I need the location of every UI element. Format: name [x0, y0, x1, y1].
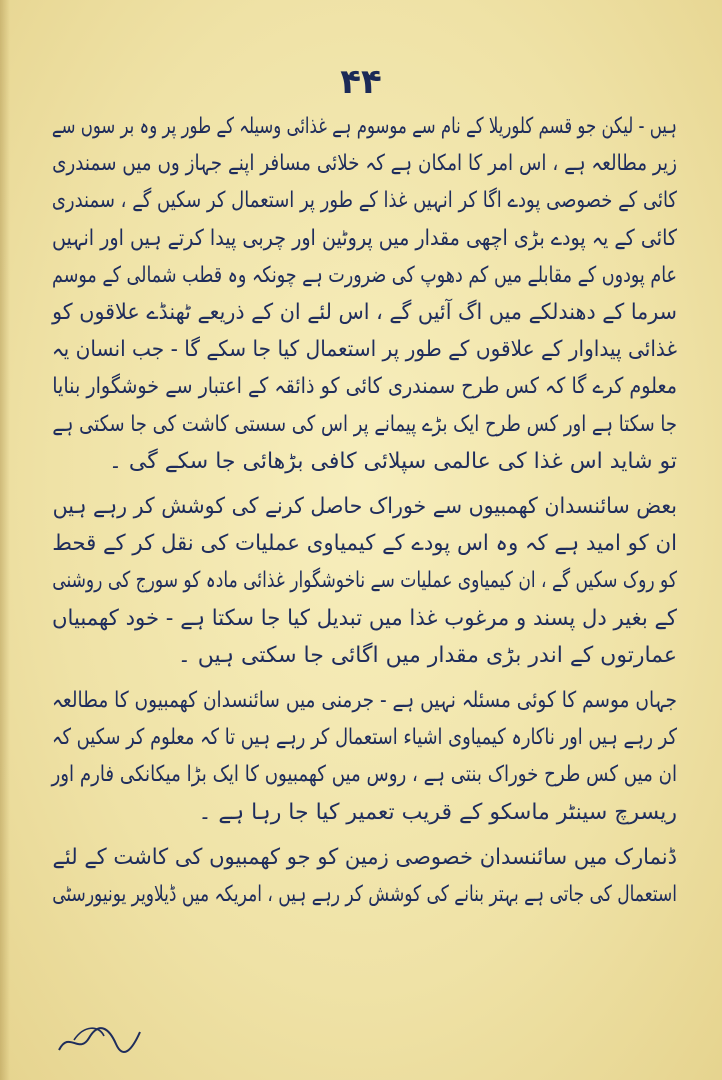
- text-line: ان میں کس طرح خوراک بنتی ہے ، روس میں کھمبیوں کا ایک بڑا میکانکی فارم اور: [51, 762, 677, 788]
- text-line: استعمال کی جاتی ہے بہتر بنانے کی کوشش کر رہے ہیں ، امریکہ میں ڈیلاویر یونیورسٹی: [52, 882, 678, 908]
- body-text: [52, 108, 677, 913]
- text-line: غذائی پیداوار کے علاقوں کے طور پر استعمال کیا جا سکے گا - جب انسان یہ: [51, 337, 677, 363]
- text-line: ہیں - لیکن جو قسم کلوریلا کے نام سے موسوم ہے غذائی وسیلہ کے طور پر وہ بر سوں سے: [51, 114, 678, 139]
- text-line: کو روک سکیں گے ، ان کیمیاوی عملیات سے ناخوشگوار غذائی مادہ کو سورج کی روشنی: [52, 568, 678, 594]
- text-line: کے بغیر دل پسند و مرغوب غذا میں تبدیل کیا جا سکتا ہے - خود کھمبیاں: [51, 605, 678, 631]
- text-line: کائی کے خصوصی پودے اگا کر انہیں غذا کے طور پر استعمال کر سکیں گے ، سمندری: [51, 188, 678, 214]
- text-line: ریسرچ سینٹر ماسکو کے قریب تعمیر کیا جا رہا ہے ۔: [198, 799, 677, 825]
- paragraph-2: [52, 488, 677, 674]
- text-line: معلوم کرے گا کہ کس طرح سمندری کائی کو ذائقہ کے اعتبار سے خوشگوار بنایا: [52, 374, 678, 400]
- text-line: سرما کے دھندلکے میں اگ آئیں گے ، اس لئے ان کے ذریعے ٹھنڈے علاقوں کو: [52, 300, 678, 326]
- text-line: ڈنمارک میں سائنسدان خصوصی زمین کو جو کھمبیوں کی کاشت کے لئے: [52, 844, 677, 870]
- text-line: عام پودوں کے مقابلے میں کم دھوپ کی ضرورت ہے چونکہ وہ قطب شمالی کے موسم: [52, 262, 677, 288]
- text-line: جہاں موسم کا کوئی مسئلہ نہیں ہے - جرمنی میں سائنسدان کھمبیوں کا مطالعہ: [52, 688, 677, 714]
- paragraph-3: [52, 682, 677, 831]
- text-line: کائی کے یہ پودے بڑی اچھی مقدار میں پروٹین اور چربی پیدا کرتے ہیں اور انہیں: [51, 225, 677, 251]
- text-line: تو شاید اس غذا کی عالمی سپلائی کافی بڑھائی جا سکے گی ۔: [109, 448, 677, 474]
- text-line: جا سکتا ہے اور کس طرح ایک بڑے پیمانے پر اس کی سستی کاشت کی جا سکتی ہے: [52, 411, 678, 437]
- text-line: کر رہے ہیں اور ناکارہ کیمیاوی اشیاء استعمال کر رہے ہیں تا کہ معلوم کر سکیں کہ: [52, 725, 677, 751]
- page-number: ۴۴: [340, 62, 382, 102]
- text-line: عمارتوں کے اندر بڑی مقدار میں اگائی جا سکتی ہیں ۔: [177, 642, 677, 668]
- text-line: بعض سائنسدان کھمبیوں سے خوراک حاصل کرنے کی کوشش کر رہے ہیں: [52, 494, 678, 520]
- paragraph-4: [52, 839, 677, 913]
- paragraph-1: [52, 108, 677, 480]
- handwritten-scribble: [54, 1020, 144, 1060]
- text-line: ان کو امید ہے کہ وہ اس پودے کے کیمیاوی عملیات کی نقل کر کے قحط: [52, 531, 678, 557]
- text-line: زیر مطالعہ ہے ، اس امر کا امکان ہے کہ خلائی مسافر اپنے جہاز وں میں سمندری: [52, 151, 677, 177]
